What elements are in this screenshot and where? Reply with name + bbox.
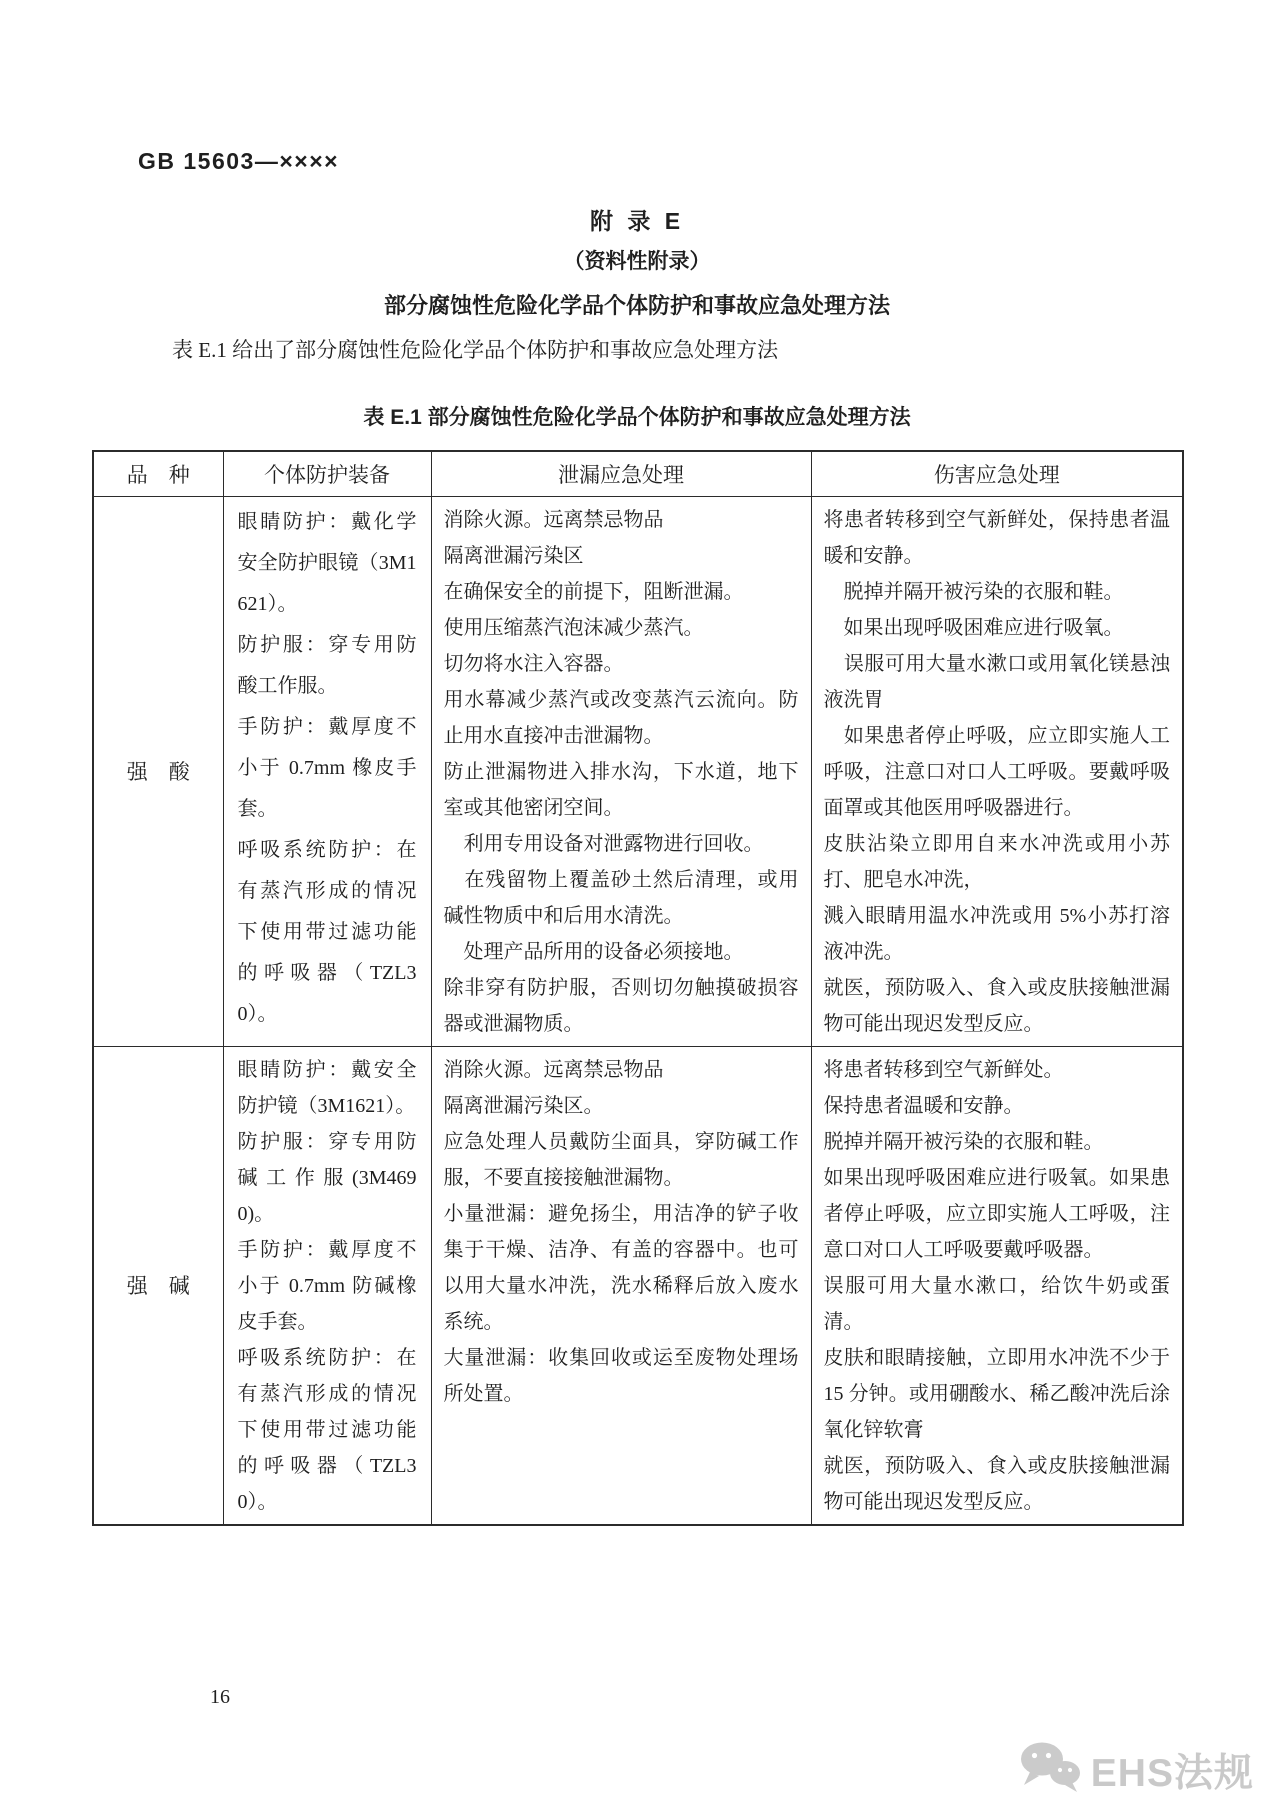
- leak-cell: [431, 1046, 811, 1525]
- emergency-handling-table: [92, 450, 1184, 1526]
- cell-paragraph: 除非穿有防护服，否则切勿触摸破损容器或泄漏物质。: [443, 976, 799, 1035]
- cell-paragraph: 眼睛防护：戴化学安全防护眼镜（3M1621）。: [237, 510, 417, 615]
- cell-paragraph: 消除火源。远离禁忌物品: [443, 1058, 664, 1081]
- watermark-label: EHS法规: [1090, 1751, 1254, 1795]
- appendix-title: 附 录 E: [589, 208, 685, 234]
- cell-paragraph: 隔离泄漏污染区: [443, 544, 584, 567]
- cell-paragraph: 如果出现呼吸困难应进行吸氧。: [823, 616, 1124, 639]
- cell-paragraph: 防护服：穿专用防碱工作服(3M4690)。: [237, 1130, 417, 1225]
- cell-paragraph: 如果出现呼吸困难应进行吸氧。如果患者停止呼吸，应立即实施人工呼吸，注意口对口人工呼吸要戴呼吸器。: [823, 1166, 1170, 1261]
- cell-paragraph: 脱掉并隔开被污染的衣服和鞋。: [823, 1130, 1104, 1153]
- table-row-strong-acid: [93, 496, 1183, 1046]
- header-injury: 伤害应急处理: [811, 451, 1183, 496]
- protection-cell: [223, 496, 431, 1046]
- cell-paragraph: 利用专用设备对泄露物进行回收。: [443, 832, 764, 855]
- cell-paragraph: 皮肤沾染立即用自来水冲洗或用小苏打、肥皂水冲洗，: [823, 832, 1170, 891]
- wechat-icon: [1019, 1740, 1083, 1799]
- cell-paragraph: 如果患者停止呼吸，应立即实施人工呼吸，注意口对口人工呼吸。要戴呼吸面罩或其他医用呼吸器进行。: [823, 724, 1170, 819]
- cell-paragraph: 防护服：穿专用防酸工作服。: [237, 633, 417, 697]
- header-category: 品 种: [93, 451, 223, 496]
- cell-paragraph: 就医，预防吸入、食入或皮肤接触泄漏物可能出现迟发型反应。: [823, 976, 1170, 1035]
- cell-paragraph: 在残留物上覆盖砂土然后清理，或用碱性物质中和后用水清洗。: [443, 868, 799, 927]
- appendix-heading: 部分腐蚀性危险化学品个体防护和事故应急处理方法: [383, 293, 890, 318]
- cell-paragraph: 眼睛防护：戴安全防护镜（3M1621）。: [237, 1058, 417, 1117]
- cell-paragraph: 大量泄漏：收集回收或运至废物处理场所处置。: [443, 1346, 799, 1405]
- cell-paragraph: 溅入眼睛用温水冲洗或用 5%小苏打溶液冲洗。: [823, 904, 1170, 963]
- appendix-subtitle: （资料性附录）: [563, 250, 711, 273]
- cell-paragraph: 小量泄漏：避免扬尘，用洁净的铲子收集于干燥、洁净、有盖的容器中。也可以用大量水冲洗，洗水稀释后放入废水系统。: [443, 1202, 799, 1333]
- cell-paragraph: 在确保安全的前提下，阻断泄漏。: [443, 580, 744, 603]
- cell-paragraph: 保持患者温暖和安静。: [823, 1094, 1024, 1117]
- cell-paragraph: 脱掉并隔开被污染的衣服和鞋。: [823, 580, 1124, 603]
- table-caption: 表 E.1 部分腐蚀性危险化学品个体防护和事故应急处理方法: [363, 406, 911, 429]
- page-number: 16: [210, 1686, 230, 1708]
- cell-paragraph: 呼吸系统防护：在有蒸汽形成的情况下使用带过滤功能的呼吸器（TZL30）。: [237, 838, 417, 1025]
- injury-cell: [811, 1046, 1183, 1525]
- cell-paragraph: 应急处理人员戴防尘面具，穿防碱工作服，不要直接接触泄漏物。: [443, 1130, 799, 1189]
- header-protection: 个体防护装备: [223, 451, 431, 496]
- cell-paragraph: 皮肤和眼睛接触，立即用水冲洗不少于 15 分钟。或用硼酸水、稀乙酸冲洗后涂氧化锌软膏: [823, 1346, 1170, 1441]
- table-header-row: [93, 451, 1183, 496]
- cell-paragraph: 手防护：戴厚度不小于 0.7mm 橡皮手套。: [237, 715, 417, 820]
- cell-paragraph: 误服可用大量水漱口，给饮牛奶或蛋清。: [823, 1274, 1170, 1333]
- cell-paragraph: 隔离泄漏污染区。: [443, 1094, 604, 1117]
- intro-text: 表 E.1 给出了部分腐蚀性危险化学品个体防护和事故应急处理方法: [172, 338, 779, 362]
- category-cell: 强 酸: [93, 496, 223, 1046]
- category-cell: 强 碱: [93, 1046, 223, 1525]
- watermark: [1019, 1740, 1254, 1799]
- standard-code: GB 15603—××××: [138, 148, 340, 174]
- cell-paragraph: 将患者转移到空气新鲜处，保持患者温暖和安静。: [823, 508, 1170, 567]
- cell-paragraph: 将患者转移到空气新鲜处。: [823, 1058, 1064, 1081]
- cell-paragraph: 防止泄漏物进入排水沟，下水道，地下室或其他密闭空间。: [443, 760, 799, 819]
- cell-paragraph: 就医，预防吸入、食入或皮肤接触泄漏物可能出现迟发型反应。: [823, 1454, 1170, 1513]
- header-leak: 泄漏应急处理: [431, 451, 811, 496]
- protection-cell: [223, 1046, 431, 1525]
- table-row-strong-alkali: [93, 1046, 1183, 1525]
- leak-cell: [431, 496, 811, 1046]
- cell-paragraph: 用水幕减少蒸汽或改变蒸汽云流向。防止用水直接冲击泄漏物。: [443, 688, 799, 747]
- cell-paragraph: 手防护：戴厚度不小于 0.7mm 防碱橡皮手套。: [237, 1238, 417, 1333]
- cell-paragraph: 呼吸系统防护：在有蒸汽形成的情况下使用带过滤功能的呼吸器（TZL30）。: [237, 1346, 417, 1513]
- cell-paragraph: 消除火源。远离禁忌物品: [443, 508, 664, 531]
- cell-paragraph: 使用压缩蒸汽泡沫减少蒸汽。: [443, 616, 704, 639]
- cell-paragraph: 处理产品所用的设备必须接地。: [443, 940, 744, 963]
- cell-paragraph: 切勿将水注入容器。: [443, 652, 624, 675]
- cell-paragraph: 误服可用大量水漱口或用氧化镁悬浊液洗胃: [823, 652, 1170, 711]
- injury-cell: [811, 496, 1183, 1046]
